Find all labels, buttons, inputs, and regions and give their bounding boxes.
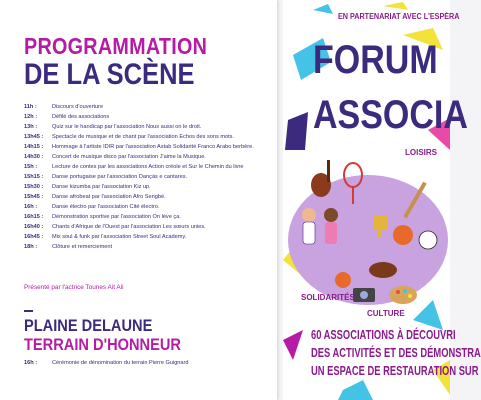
schedule-time: 15h30 : xyxy=(24,184,44,190)
schedule-row xyxy=(24,133,272,141)
info-line-activities: DES ACTIVITÉS ET DES DÉMONSTRA xyxy=(311,345,481,360)
schedule-row xyxy=(24,153,272,161)
schedule-time: 15h45 : xyxy=(24,194,44,200)
schedule-desc: Lecture de contes par les associations Action créole et Sur le Chemin du livre xyxy=(52,164,244,170)
schedule-row xyxy=(24,143,272,151)
schedule-desc: Concert de musique disco par l'association J'aime la Musique. xyxy=(52,154,206,160)
tag-solidarites: SOLIDARITÉS xyxy=(301,293,355,302)
schedule-row xyxy=(24,233,272,241)
schedule-row xyxy=(24,173,272,181)
associations-title: ASSOCIA xyxy=(313,93,468,137)
forum-poster xyxy=(283,0,481,400)
schedule-time: 16h : xyxy=(24,204,38,210)
info-line-associations: 60 ASSOCIATIONS À DÉCOUVRI xyxy=(311,327,456,342)
schedule-time: 15h15 : xyxy=(24,174,44,180)
schedule-desc: Chants d'Afrique de l'Ouest par l'association Les sœurs unies. xyxy=(52,224,206,230)
schedule-desc: Clôture et remerciement xyxy=(52,244,112,250)
schedule-row xyxy=(24,223,272,231)
schedule-list xyxy=(24,103,272,253)
schedule-row xyxy=(24,113,272,121)
ceremony-desc: Cérémonie de dénomination du terrain Pierre Guignard xyxy=(52,360,189,366)
schedule-time: 14h15 : xyxy=(24,144,44,150)
schedule-row xyxy=(24,183,272,191)
schedule-time: 13h : xyxy=(24,124,38,130)
ceremony-row xyxy=(24,360,189,366)
schedule-desc: Danse électro par l'association Cité électro. xyxy=(52,204,160,210)
location-subtitle: TERRAIN D'HONNEUR xyxy=(24,335,181,354)
tag-culture: CULTURE xyxy=(367,309,405,318)
schedule-row xyxy=(24,193,272,201)
schedule-time: 12h : xyxy=(24,114,38,120)
schedule-time: 15h : xyxy=(24,164,38,170)
schedule-row xyxy=(24,103,272,111)
schedule-desc: Quiz sur le handicap par l'association Nous aussi on le droit. xyxy=(52,124,202,130)
schedule-time: 14h30 : xyxy=(24,154,44,160)
schedule-row xyxy=(24,123,272,131)
schedule-time: 13h45 : xyxy=(24,134,44,140)
schedule-desc: Défilé des associations xyxy=(52,114,110,120)
schedule-row xyxy=(24,163,272,171)
tag-loisirs: LOISIRS xyxy=(405,148,438,157)
schedule-desc: Danse kizumba par l'association Kiz up. xyxy=(52,184,151,190)
section-divider xyxy=(24,310,33,312)
schedule-row xyxy=(24,203,272,211)
schedule-desc: Danse afrobeat par l'association Afro Sengbé. xyxy=(52,194,166,200)
schedule-time: 11h : xyxy=(24,104,37,110)
location-title: PLAINE DELAUNE xyxy=(24,316,153,335)
schedule-desc: Démonstration sportive par l'association On lève ça. xyxy=(52,214,181,220)
scene-title: DE LA SCÈNE xyxy=(24,58,195,91)
schedule-time: 16h40 : xyxy=(24,224,44,230)
schedule-desc: Hommage à l'artiste IDIR par l'association Astab Solidarité Franco Arabo berbère. xyxy=(52,144,254,150)
presenter-credit: Présenté par l'actrice Tounes Ait Ali xyxy=(24,284,124,291)
schedule-time: 18h : xyxy=(24,244,38,250)
schedule-desc: Spectacle de musique et de chant par l'association Echos des sons mots. xyxy=(52,134,235,140)
forum-title: FORUM xyxy=(313,38,438,82)
partner-banner: EN PARTENARIAT AVEC L'ESPÉRA xyxy=(338,12,460,21)
ceremony-time: 16h : xyxy=(24,360,38,366)
schedule-time: 16h15 : xyxy=(24,214,44,220)
schedule-row xyxy=(24,243,272,251)
schedule-desc: Discours d'ouverture xyxy=(52,104,104,110)
program-title: PROGRAMMATION xyxy=(24,33,208,59)
info-line-food: UN ESPACE DE RESTAURATION SUR xyxy=(311,363,479,378)
schedule-row xyxy=(24,213,272,221)
schedule-desc: Danse portugaise par l'association Dançás e cantares. xyxy=(52,174,188,180)
schedule-time: 16h45 : xyxy=(24,234,44,240)
schedule-desc: Mix soul & funk par l'association Street Soul Academy. xyxy=(52,234,187,240)
